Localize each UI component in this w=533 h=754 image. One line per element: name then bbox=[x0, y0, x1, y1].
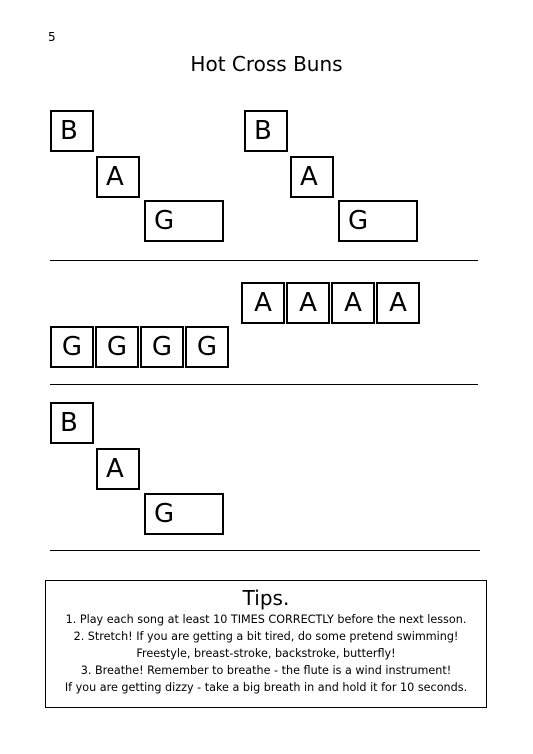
staff-line bbox=[50, 260, 478, 261]
tip-line: 3. Breathe! Remember to breathe - the flute is a wind instrument! bbox=[80, 664, 452, 677]
note-g: G bbox=[338, 200, 418, 242]
tip-line: 1. Play each song at least 10 TIMES CORRECTLY before the next lesson. bbox=[65, 613, 467, 626]
note-a: A bbox=[290, 156, 334, 198]
tips-box bbox=[45, 580, 487, 708]
note-g: G bbox=[144, 200, 224, 242]
note-g: G bbox=[50, 326, 94, 368]
tip-line: If you are getting dizzy - take a big breath in and hold it for 10 seconds. bbox=[64, 681, 468, 694]
tips-title: Tips. bbox=[242, 586, 290, 610]
note-a: A bbox=[241, 282, 285, 324]
tip-line: Freestyle, breast-stroke, backstroke, butterfly! bbox=[136, 647, 396, 660]
note-a: A bbox=[286, 282, 330, 324]
note-b: B bbox=[244, 110, 288, 152]
note-g: G bbox=[95, 326, 139, 368]
note-a: A bbox=[96, 448, 140, 490]
staff-line bbox=[50, 384, 478, 385]
note-g: G bbox=[140, 326, 184, 368]
note-a: A bbox=[376, 282, 420, 324]
tip-line: 2. Stretch! If you are getting a bit tired, do some pretend swimming! bbox=[73, 630, 459, 643]
note-g: G bbox=[144, 493, 224, 535]
note-a: A bbox=[96, 156, 140, 198]
note-b: B bbox=[50, 402, 94, 444]
staff-line bbox=[50, 550, 480, 551]
note-b: B bbox=[50, 110, 94, 152]
note-g: G bbox=[185, 326, 229, 368]
note-a: A bbox=[331, 282, 375, 324]
song-title: Hot Cross Buns bbox=[190, 52, 343, 76]
page-number: 5 bbox=[48, 30, 56, 44]
